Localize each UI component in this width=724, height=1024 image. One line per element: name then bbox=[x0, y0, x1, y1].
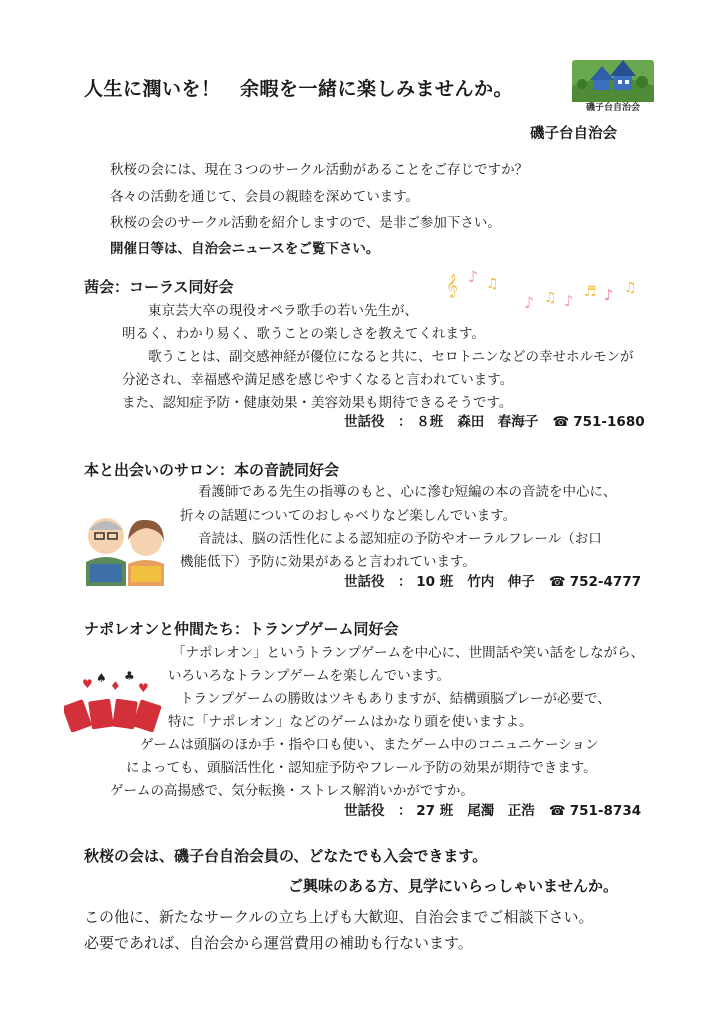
cards-line-4: 特に「ナポレオン」などのゲームはかなり頭を使いますよ。 bbox=[168, 714, 533, 730]
intro-line-4: 開催日等は、自治会ニュースをご覧下さい。 bbox=[110, 241, 380, 257]
svg-text:♣: ♣ bbox=[124, 670, 135, 683]
svg-text:♪: ♪ bbox=[524, 293, 535, 312]
phone-icon: ☎ bbox=[548, 574, 566, 590]
org-logo bbox=[568, 46, 658, 118]
cards-line-5: ゲームは頭脳のほか手・指や口も使い、またゲーム中のコニュニケーション bbox=[140, 737, 599, 753]
closing-line-2: ご興味のある方、見学にいらっしゃいませんか。 bbox=[288, 877, 619, 895]
section-chorus-title: 茜会：コーラス同好会 bbox=[84, 278, 234, 296]
closing-line-1: 秋桜の会は、磯子台自治会員の、どなたでも入会できます。 bbox=[84, 847, 488, 865]
phone-icon: ☎ bbox=[552, 414, 570, 430]
intro-line-3: 秋桜の会のサークル活動を紹介しますので、是非ご参加下さい。 bbox=[110, 215, 501, 231]
cards-line-3: トランプゲームの勝敗はツキもありますが、結構頭脳プレーが必要で、 bbox=[180, 691, 611, 707]
closing-line-3: この他に、新たなサークルの立ち上げも大歓迎、自治会までご相談下さい。 bbox=[84, 908, 594, 926]
intro-line-1: 秋桜の会には、現在３つのサークル活動があることをご存じですか？ bbox=[110, 162, 529, 178]
playing-cards-icon bbox=[64, 670, 164, 732]
contact-label: 世話役 ： bbox=[344, 414, 412, 430]
chorus-line-5: また、認知症予防・健康効果・美容効果も期待できるそうです。 bbox=[122, 395, 513, 411]
closing-line-4: 必要であれば、自治会から運営費用の補助も行ないます。 bbox=[84, 934, 473, 952]
svg-text:♥: ♥ bbox=[138, 681, 149, 695]
reading-contact bbox=[344, 570, 641, 590]
svg-text:𝄞: 𝄞 bbox=[446, 273, 458, 297]
svg-text:♪: ♪ bbox=[564, 292, 574, 310]
svg-text:♫: ♫ bbox=[486, 276, 499, 292]
svg-text:♦: ♦ bbox=[110, 679, 121, 693]
chorus-line-1: 東京芸大卒の現役オペラ歌手の若い先生が、 bbox=[148, 303, 418, 319]
chorus-line-2: 明るく、わかり易く、歌うことの楽しさを教えてくれます。 bbox=[122, 326, 485, 342]
contact-label: 世話役 ： bbox=[344, 574, 412, 590]
logo-text: 磯子台自治会 bbox=[585, 103, 641, 113]
chorus-contact bbox=[344, 410, 645, 430]
cards-line-6: によっても、頭脳活性化・認知症予防やフレール予防の効果が期待できます。 bbox=[126, 760, 597, 776]
svg-text:♪: ♪ bbox=[604, 286, 614, 304]
contact-person: 竹内 伸子 bbox=[467, 574, 535, 590]
cards-line-2: いろいろなトランプゲームを楽しんでいます。 bbox=[168, 668, 451, 684]
svg-text:♠: ♠ bbox=[96, 671, 107, 685]
section-cards-title: ナポレオンと仲間たち：トランプゲーム同好会 bbox=[84, 620, 399, 638]
contact-group: ８班 bbox=[416, 414, 444, 430]
contact-phone: 752-4777 bbox=[569, 574, 642, 590]
music-notes-icon bbox=[440, 262, 660, 322]
page-headline: 人生に潤いを！ 余暇を一緒に楽しみませんか。 bbox=[84, 78, 514, 100]
contact-phone: 751-1680 bbox=[573, 414, 645, 430]
section-reading-title: 本と出会いのサロン：本の音読同好会 bbox=[84, 461, 340, 479]
contact-person: 尾濁 正浩 bbox=[467, 803, 535, 819]
svg-text:♬: ♬ bbox=[584, 284, 597, 300]
svg-text:♥: ♥ bbox=[82, 677, 93, 691]
contact-label: 世話役 ： bbox=[344, 803, 412, 819]
reading-line-4: 機能低下）予防に効果があると言われています。 bbox=[180, 554, 476, 570]
svg-text:♫: ♫ bbox=[624, 280, 637, 296]
contact-person: 森田 春海子 bbox=[457, 414, 539, 430]
chorus-line-3: 歌うことは、副交感神経が優位になると共に、セロトニンなどの幸せホルモンが bbox=[148, 349, 634, 365]
reading-line-1: 看護師である先生の指導のもと、心に滲む短編の本の音読を中心に、 bbox=[198, 484, 617, 500]
contact-group: 10 班 bbox=[416, 574, 454, 590]
svg-text:♫: ♫ bbox=[544, 290, 557, 306]
intro-line-2: 各々の活動を通じて、会員の親睦を深めています。 bbox=[110, 189, 420, 205]
org-name: 磯子台自治会 bbox=[530, 126, 617, 142]
cards-line-1: 「ナポレオン」というトランプゲームを中心に、世間話や笑い話をしながら、 bbox=[172, 645, 645, 661]
cards-contact bbox=[344, 799, 641, 819]
contact-phone: 751-8734 bbox=[569, 803, 642, 819]
cards-line-7: ゲームの高揚感で、気分転換・ストレス解消いかがですか。 bbox=[110, 783, 474, 799]
svg-text:♪: ♪ bbox=[468, 267, 479, 286]
reading-line-2: 折々の話題についてのおしゃべりなど楽しんでいます。 bbox=[180, 508, 517, 524]
reading-line-3: 音読は、脳の活性化による認知症の予防やオーラルフレール（お口 bbox=[198, 531, 602, 547]
phone-icon: ☎ bbox=[548, 803, 566, 819]
reading-couple-icon bbox=[76, 504, 176, 586]
contact-group: 27 班 bbox=[416, 803, 454, 819]
chorus-line-4: 分泌され、幸福感や満足感を感じやすくなると言われています。 bbox=[122, 372, 514, 388]
